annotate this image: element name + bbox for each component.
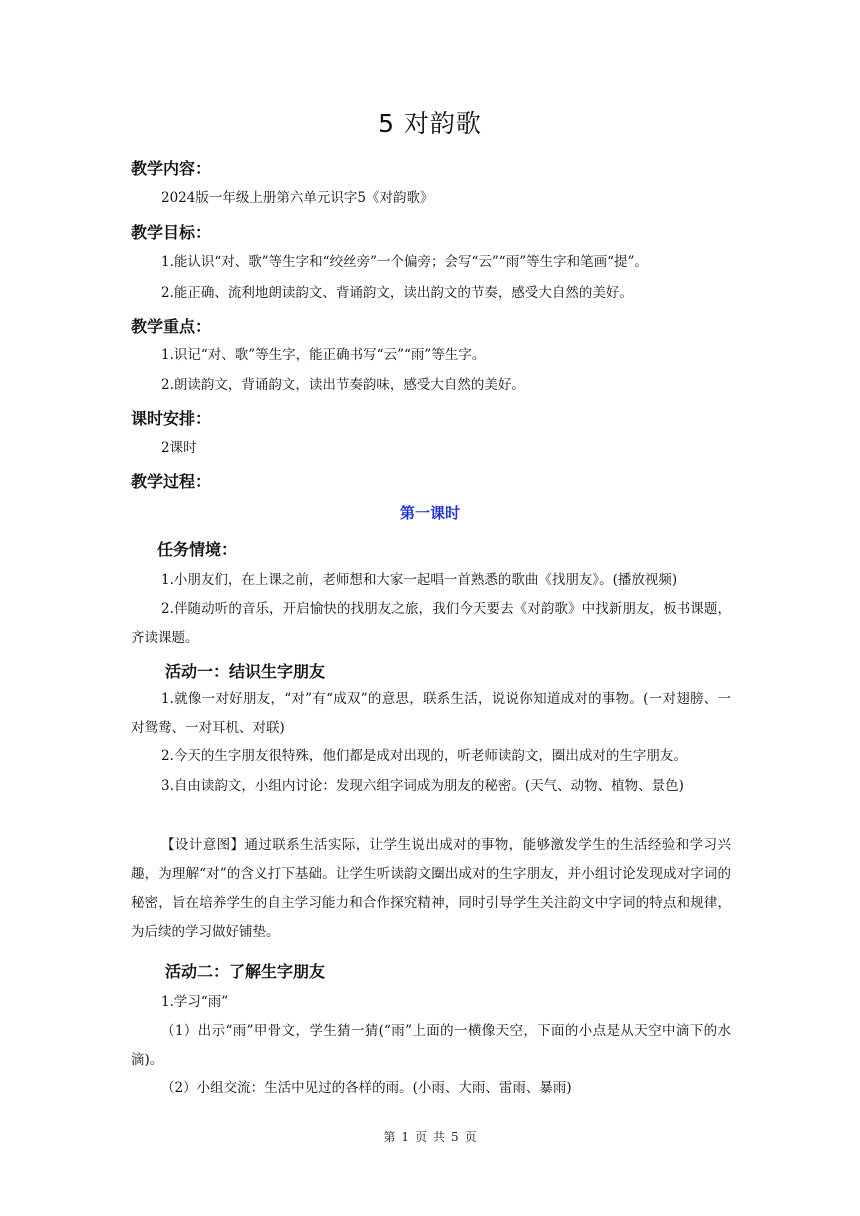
footer-suffix: 页 [464, 1130, 477, 1144]
key-point-1: 1.识记“对、歌”等生字，能正确书写“云”“雨”等生字。 [161, 347, 486, 363]
heading-task-context: 任务情境： [157, 540, 238, 559]
footer-total-word: 共 [433, 1130, 446, 1144]
page-title: 5 对韵歌 [378, 109, 482, 138]
teaching-content-text: 2024版一年级上册第六单元识字5《对韵歌》 [161, 190, 434, 206]
heading-activity-two: 活动二：了解生字朋友 [165, 962, 326, 981]
heading-activity-one: 活动一：结识生字朋友 [165, 662, 326, 681]
heading-schedule: 课时安排： [131, 409, 212, 428]
heading-teaching-process: 教学过程： [131, 472, 212, 491]
footer-page-word: 页 [414, 1130, 427, 1144]
activity-two-subheading: 1.学习“雨” [161, 994, 229, 1010]
activity-one-item-1: 1.就像一对好朋友，“对”有“成双”的意思，联系生活，说说你知道成对的事物。(一对翅膀、一对鸳鸯、一对耳机、对联) [131, 691, 731, 736]
task-item-2: 2.伴随动听的音乐，开启愉快的找朋友之旅，我们今天要去《对韵歌》中找新朋友，板书课题，齐读课题。 [131, 601, 731, 646]
task-item-1: 1.小朋友们，在上课之前，老师想和大家一起唱一首熟悉的歌曲《找朋友》。(播放视频) [161, 572, 678, 588]
page-footer [0, 1128, 860, 1145]
lesson-one-label: 第一课时 [399, 504, 460, 522]
goal-item-1: 1.能认识“对、歌”等生字和“绞丝旁”一个偏旁；会写“云”“雨”等生字和笔画“提”。 [161, 254, 648, 270]
heading-key-points: 教学重点： [131, 317, 212, 336]
heading-teaching-goals: 教学目标： [131, 223, 212, 242]
activity-one-item-2: 2.今天的生字朋友很特殊，他们都是成对出现的，听老师读韵文，圈出成对的生字朋友。 [161, 748, 687, 764]
schedule-text: 2课时 [161, 440, 197, 456]
footer-total-pages: 5 [451, 1130, 459, 1144]
activity-one-item-3: 3.自由读韵文，小组内讨论：发现六组字词成为朋友的秘密。(天气、动物、植物、景色) [161, 778, 684, 794]
activity-two-item-1: （1）出示“雨”甲骨文，学生猜一猜(“雨”上面的一横像天空，下面的小点是从天空中滴下的水滴)。 [131, 1023, 731, 1068]
heading-teaching-content: 教学内容： [131, 159, 212, 178]
activity-two-item-2: （2）小组交流：生活中见过的各样的雨。(小雨、大雨、雷雨、暴雨) [161, 1080, 572, 1096]
key-point-2: 2.朗读韵文，背诵韵文，读出节奏韵味，感受大自然的美好。 [161, 377, 525, 393]
goal-item-2: 2.能正确、流利地朗读韵文、背诵韵文，读出韵文的节奏，感受大自然的美好。 [161, 285, 633, 301]
footer-page-number: 1 [401, 1130, 409, 1144]
footer-prefix: 第 [383, 1130, 396, 1144]
design-intent-paragraph: 【设计意图】通过联系生活实际，让学生说出成对的事物，能够激发学生的生活经验和学习兴趣，为理解“对”的含义打下基础。让学生听读韵文圈出成对的生字朋友，并小组讨论发现成对字词的秘密，旨在培养学生的自主学习能力和合作探究精神，同时引导学生关注韵文中字词的特点和规律，为后续的学习做好铺垫。 [131, 837, 731, 940]
